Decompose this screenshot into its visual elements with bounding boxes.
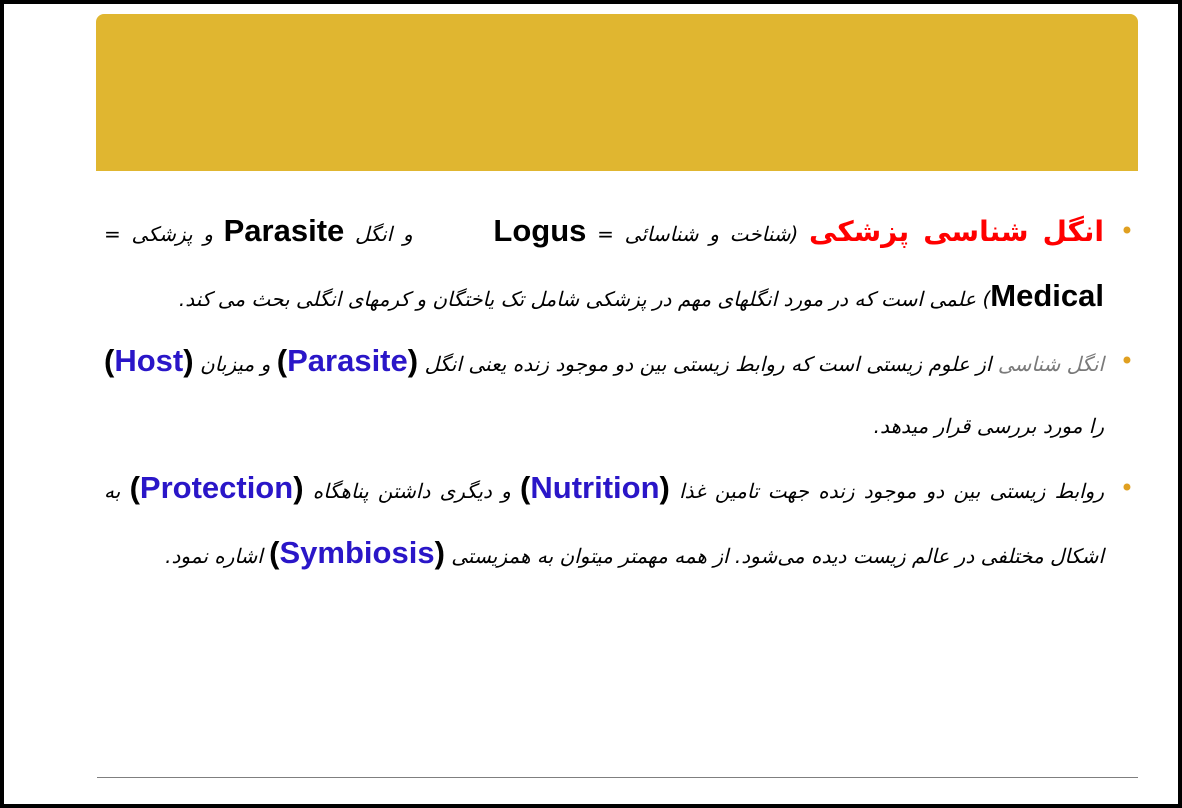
- term-parasite: Parasite: [287, 343, 408, 378]
- bullet-icon: •: [1119, 474, 1134, 502]
- term-nutrition: Nutrition: [530, 470, 660, 505]
- bullet-text: ) علمی است که در مورد انگلهای مهم در پزشکی شامل تک یاختگان و کرمهای انگلی بحث می کند.: [178, 287, 991, 311]
- term-protection: Protection: [139, 470, 294, 505]
- bullet-text: و انگل: [354, 222, 413, 246]
- bullet-icon: •: [1119, 217, 1134, 245]
- term-parasite: Parasite: [223, 213, 345, 248]
- bullet-text: و میزبان: [200, 352, 271, 376]
- term-host: Host: [114, 343, 184, 378]
- bullet-item: [104, 200, 1134, 330]
- slide-body: [104, 200, 1134, 587]
- bullet-text: اشاره نمود.: [165, 544, 263, 568]
- bullet-title: انگل شناسی پزشکی: [809, 215, 1105, 248]
- bullet-text: از علوم زیستی است که روابط زیستی بین دو موجود زنده یعنی انگل: [424, 352, 992, 376]
- bullet-text: و دیگری داشتن پناهگاه: [312, 479, 511, 503]
- term-logus: Logus: [493, 213, 587, 248]
- bullet-item: • انگل شناسی از علوم زیستی است که روابط زیستی بین دو موجود زنده یعنی انگل (Parasite) و میزبان (Host) را مورد بررسی قرار میدهد.: [104, 330, 1134, 457]
- bullet-text: روابط زیستی بین دو موجود زنده جهت تامین غذا: [679, 479, 1105, 503]
- bullet-text: و پزشکی =: [104, 222, 213, 246]
- title-banner: [96, 14, 1138, 171]
- bullet-text: به اشکال مختلفی در عالم زیست دیده می‌شود. از همه مهمتر میتوان به همزیستی: [104, 479, 1104, 568]
- term-symbiosis: Symbiosis: [279, 535, 435, 570]
- bullet-lead: انگل شناسی: [997, 352, 1104, 376]
- term-medical: Medical: [990, 278, 1104, 313]
- bullet-item: • روابط زیستی بین دو موجود زنده جهت تامین غذا (Nutrition) و دیگری داشتن پناهگاه (Protection) به اشکال مختلفی در عالم زیست دیده می‌شود. از همه مهمتر میتوان به همزیستی (Symbiosis) اشاره نمود.: [104, 457, 1134, 587]
- bullet-text: را مورد بررسی قرار میدهد.: [873, 414, 1104, 438]
- bullet-icon: •: [1119, 347, 1134, 375]
- footer-divider: [97, 777, 1138, 778]
- bullet-text: (شناخت و شناسائی =: [597, 222, 799, 246]
